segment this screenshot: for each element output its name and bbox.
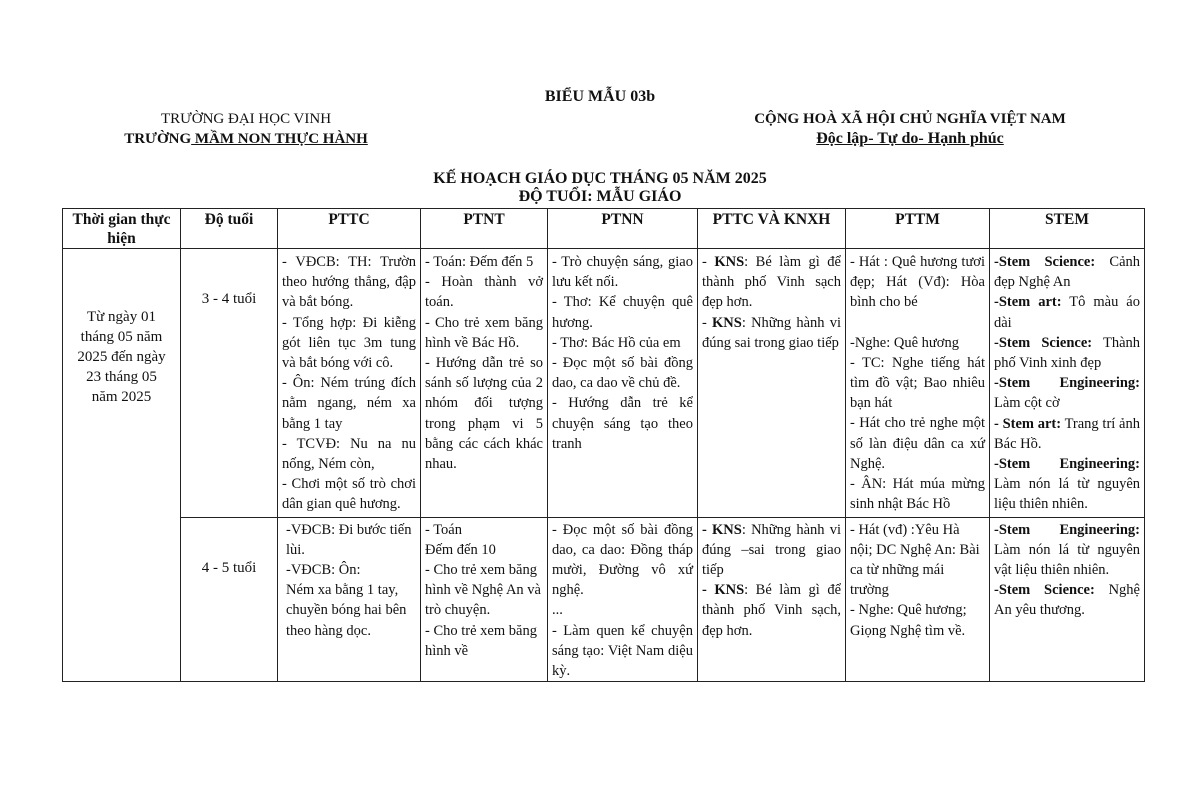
pttc-item: - Ôn: Ném trúng đích nằm ngang, ném xa bằng 1 tay	[282, 375, 416, 432]
header-pttm: PTTM	[846, 209, 990, 249]
stem-label: -Stem Engineering:	[994, 521, 1140, 538]
pttm-spacer	[850, 313, 985, 333]
pttm-item: - TC: Nghe tiếng hát tìm đồ vật; Bao nhiêu bạn hát	[850, 354, 985, 412]
stem-item	[994, 520, 1140, 581]
ptnn-item: - Thơ: Bác Hồ của em	[552, 334, 681, 351]
knxh-item: - KNS: Những hành vi đúng sai trong giao tiếp	[702, 314, 841, 351]
school-name-underlined: MẦM NON THỰC HÀNH	[191, 131, 368, 147]
header-age: Độ tuổi	[181, 209, 278, 249]
stem-label: -Stem Engineering:	[994, 375, 1140, 392]
knxh-label: - KNS	[702, 582, 745, 599]
stem-item	[994, 373, 1140, 413]
stem-item	[994, 580, 1140, 620]
stem-label: - Stem art:	[994, 415, 1062, 432]
stem-label: -Stem Engineering:	[994, 456, 1140, 473]
header-pttc: PTTC	[278, 209, 421, 249]
stem-text: Nghệ An yêu thương.	[994, 582, 1140, 619]
pttc-item: -VĐCB: Đi bước tiến lùi.	[286, 521, 412, 558]
knxh-text: : Bé làm gì để thành phố Vinh sạch, đẹp hơn.	[702, 582, 841, 639]
header-ptnt: PTNT	[421, 209, 548, 249]
ptnt-cell	[421, 249, 548, 518]
stem-text: Cảnh đẹp Nghệ An	[994, 254, 1141, 291]
knxh-cell	[698, 517, 846, 682]
age-group-title: ĐỘ TUỔI: MẪU GIÁO	[518, 188, 682, 205]
university-name: TRƯỜNG ĐẠI HỌC VINH	[160, 111, 332, 127]
ptnn-item: ...	[552, 602, 563, 619]
stem-text: Tô màu áo dài	[994, 294, 1140, 331]
country-name: CỘNG HOÀ XÃ HỘI CHỦ NGHĨA VIỆT NAM	[754, 111, 1066, 127]
pttc-item: - VĐCB: TH: Trườn theo hướng thẳng, đập và bắt bóng.	[282, 254, 416, 311]
age-cell: 4 - 5 tuổi	[181, 517, 278, 682]
pttc-cell	[278, 249, 421, 518]
pttm-item: - Hát cho trẻ nghe một số làn điệu dân ca xứ Nghệ.	[850, 415, 985, 472]
stem-label: -Stem Science:	[994, 582, 1095, 599]
knxh-text: : Những hành vi đúng sai trong giao tiếp	[702, 314, 841, 351]
ptnt-item: - Cho trẻ xem băng hình về Bác Hồ.	[425, 314, 543, 351]
table-row	[63, 517, 1145, 682]
stem-label: -Stem art:	[994, 294, 1062, 311]
stem-item	[994, 454, 1140, 515]
stem-item	[994, 333, 1140, 373]
school-name	[96, 129, 396, 149]
stem-cell	[990, 249, 1145, 518]
education-plan-table	[62, 208, 1145, 682]
ptnt-item: - Hướng dẫn trẻ so sánh số lượng của 2 nhóm đối tượng trong phạm vi 5 bằng các cách khác nhau.	[425, 355, 543, 473]
ptnt-cell	[421, 517, 548, 682]
stem-item	[994, 252, 1140, 292]
ptnn-item: - Trò chuyện sáng, giao lưu kết nối.	[552, 254, 693, 291]
ptnn-cell	[548, 249, 698, 518]
stem-text: Làm nón lá từ nguyên liệu thiên nhiên.	[994, 476, 1140, 513]
pttc-cell	[278, 517, 421, 682]
ptnn-item: - Hướng dẫn trẻ kể chuyện sáng tạo theo tranh	[552, 395, 693, 452]
ptnn-item: - Làm quen kể chuyện sáng tạo: Việt Nam diệu kỳ.	[552, 622, 693, 680]
knxh-label: KNS	[712, 314, 742, 331]
pttm-item: -Nghe: Quê hương	[850, 334, 959, 351]
ptnn-item: - Thơ: Kể chuyện quê hương.	[552, 294, 693, 331]
pttm-item: - Hát : Quê hương tươi đẹp; Hát (Vđ): Hòa bình cho bé	[850, 254, 985, 311]
knxh-text: : Bé làm gì để thành phố Vinh sạch đẹp hơn.	[702, 254, 841, 311]
pttc-item: -VĐCB: Ôn:	[286, 562, 361, 579]
stem-text: Làm cột cờ	[994, 395, 1060, 412]
stem-label: -Stem Science:	[994, 334, 1093, 351]
stem-cell	[990, 517, 1145, 682]
knxh-text: : Những hành vi đúng –sai trong giao tiếp	[702, 521, 841, 579]
knxh-label: - KNS	[702, 521, 742, 538]
table-header-row	[63, 209, 1145, 249]
ptnt-item: - Toán	[425, 521, 462, 538]
ptnn-item: - Đọc một số bài đồng dao, ca dao về chủ đề.	[552, 355, 693, 392]
pttc-item: - TCVĐ: Nu na nu nống, Ném còn,	[282, 435, 416, 473]
pttc-item: - Tổng hợp: Đi kiễng gót liên tục 3m tung và bắt bóng với cô.	[282, 314, 416, 372]
table-row	[63, 249, 1145, 518]
knxh-item	[702, 520, 841, 581]
ptnt-item: - Cho trẻ xem băng hình về	[425, 622, 537, 659]
document-title	[0, 170, 1200, 206]
header-ptnn: PTNN	[548, 209, 698, 249]
pttm-item: - Hát (vđ) :Yêu Hà nội; DC Nghệ An: Bài ca từ những mái trường	[850, 521, 980, 599]
knxh-item: - KNS: Bé làm gì để thành phố Vinh sạch đẹp hơn.	[702, 254, 841, 311]
pttc-item: Ném xa bằng 1 tay, chuyền bóng hai bên theo hàng dọc.	[286, 582, 407, 639]
period-cell: Từ ngày 01 tháng 05 năm 2025 đến ngày 23 tháng 05 năm 2025	[63, 249, 181, 682]
header-period: Thời gian thực hiện	[63, 209, 181, 249]
ptnn-cell	[548, 517, 698, 682]
stem-label: -Stem Science:	[994, 254, 1096, 270]
ptnt-item: - Hoàn thành vở toán.	[425, 274, 543, 311]
state-header-right	[720, 109, 1100, 149]
stem-text: Thành phố Vinh xinh đẹp	[994, 334, 1140, 372]
national-motto: Độc lập- Tự do- Hạnh phúc	[816, 130, 1004, 147]
form-code: BIỂU MẪU 03b	[544, 88, 656, 105]
stem-item	[994, 292, 1140, 332]
stem-item	[994, 414, 1140, 454]
pttc-item: - Chơi một số trò chơi dân gian quê hương.	[282, 476, 416, 513]
pttm-item: - Nghe: Quê hương; Giọng Nghệ tìm về.	[850, 602, 967, 639]
ptnn-item: - Đọc một số bài đồng dao, ca dao: Đồng tháp mười, Đường vô xứ nghệ.	[552, 521, 693, 599]
org-header-left	[96, 109, 396, 149]
plan-title: KẾ HOẠCH GIÁO DỤC THÁNG 05 NĂM 2025	[433, 170, 767, 187]
knxh-item	[702, 580, 841, 641]
header-pttc-knxh: PTTC VÀ KNXH	[698, 209, 846, 249]
ptnt-item: Đếm đến 10	[425, 541, 496, 558]
school-prefix: TRƯỜNG	[124, 131, 192, 147]
header-stem: STEM	[990, 209, 1145, 249]
stem-text: Trang trí ảnh Bác Hồ.	[994, 415, 1140, 452]
pttm-item: - ÂN: Hát múa mừng sinh nhật Bác Hồ	[850, 476, 985, 513]
stem-text: Làm nón lá từ nguyên vật liệu thiên nhiên.	[994, 541, 1140, 579]
age-cell: 3 - 4 tuổi	[181, 249, 278, 518]
pttm-cell	[846, 249, 990, 518]
knxh-cell	[698, 249, 846, 518]
pttm-cell	[846, 517, 990, 682]
ptnt-item: - Toán: Đếm đến 5	[425, 254, 534, 270]
ptnt-item: - Cho trẻ xem băng hình về Nghệ An và trò chuyện.	[425, 562, 541, 619]
knxh-label: KNS	[714, 254, 745, 270]
